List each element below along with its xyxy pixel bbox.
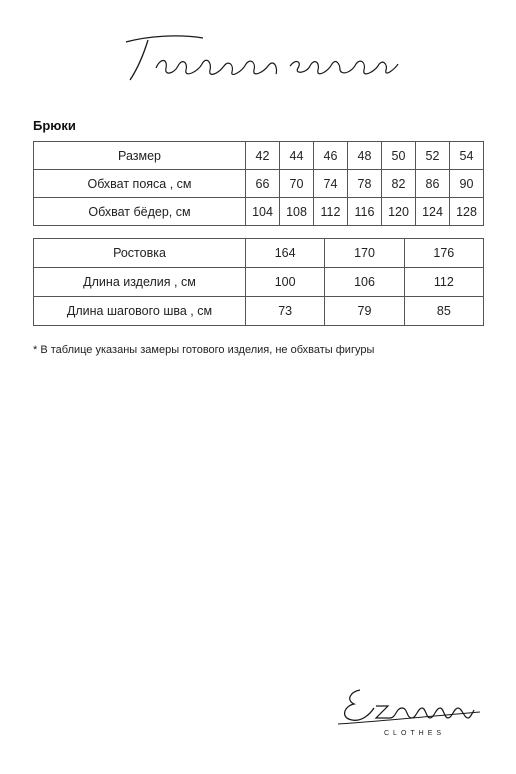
table-cell: 86 [416, 170, 450, 198]
table-row [34, 268, 484, 297]
brand-logo-subtitle: CLOTHES [384, 730, 446, 737]
brand-logo-graphic [330, 678, 490, 728]
table-cell: 176 [404, 239, 483, 268]
length-table [33, 238, 484, 326]
row-label: Обхват бёдер, см [34, 198, 246, 226]
table-cell: 108 [280, 198, 314, 226]
table-cell: 48 [348, 142, 382, 170]
size-table [33, 141, 484, 226]
table-cell: 79 [325, 297, 404, 326]
table-cell: 90 [450, 170, 484, 198]
table-cell: 70 [280, 170, 314, 198]
table-cell: 52 [416, 142, 450, 170]
table-cell: 46 [314, 142, 348, 170]
table-cell: 100 [246, 268, 325, 297]
row-label: Длина изделия , см [34, 268, 246, 297]
page-title [0, 28, 516, 88]
table-cell: 78 [348, 170, 382, 198]
brand-logo [330, 678, 490, 738]
row-label: Размер [34, 142, 246, 170]
handwritten-title-graphic [108, 28, 408, 88]
row-label: Обхват пояса , см [34, 170, 246, 198]
table-cell: 82 [382, 170, 416, 198]
table-cell: 128 [450, 198, 484, 226]
table-cell: 116 [348, 198, 382, 226]
footnote: * В таблице указаны замеры готового изделия, не обхваты фигуры [33, 344, 375, 356]
table-cell: 112 [404, 268, 483, 297]
table-row [34, 198, 484, 226]
table-row [34, 297, 484, 326]
table-cell: 164 [246, 239, 325, 268]
table-cell: 106 [325, 268, 404, 297]
table-cell: 124 [416, 198, 450, 226]
table-row [34, 239, 484, 268]
section-label: Брюки [33, 118, 76, 133]
table-cell: 54 [450, 142, 484, 170]
table-cell: 120 [382, 198, 416, 226]
table-cell: 104 [246, 198, 280, 226]
table-cell: 85 [404, 297, 483, 326]
table-cell: 42 [246, 142, 280, 170]
table-row [34, 170, 484, 198]
row-label: Ростовка [34, 239, 246, 268]
table-cell: 74 [314, 170, 348, 198]
table-cell: 112 [314, 198, 348, 226]
row-label: Длина шагового шва , см [34, 297, 246, 326]
table-cell: 50 [382, 142, 416, 170]
table-row [34, 142, 484, 170]
table-cell: 66 [246, 170, 280, 198]
table-cell: 73 [246, 297, 325, 326]
table-cell: 44 [280, 142, 314, 170]
table-cell: 170 [325, 239, 404, 268]
